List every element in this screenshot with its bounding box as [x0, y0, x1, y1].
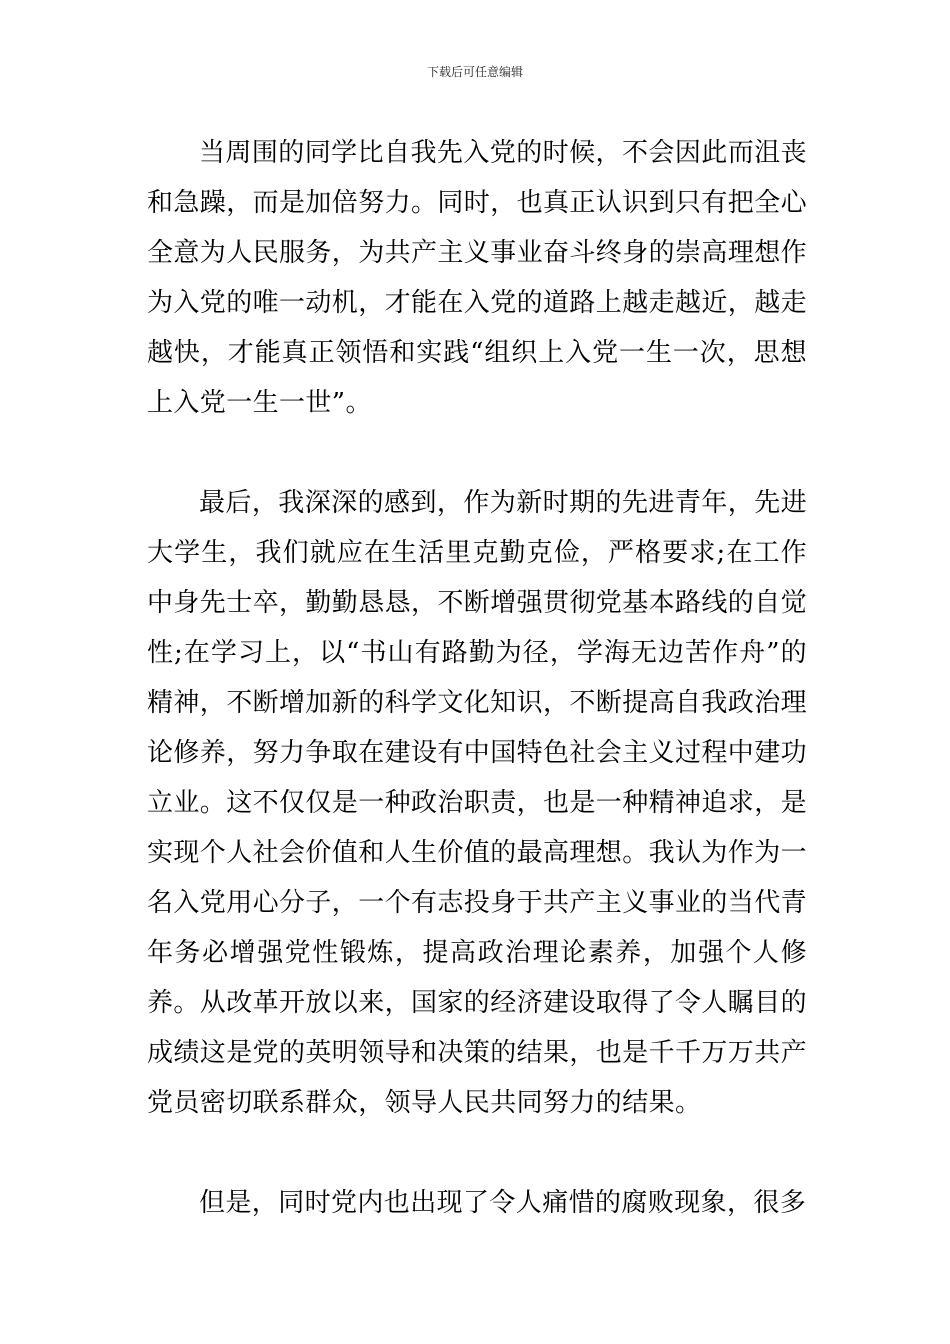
paragraph-gap [147, 428, 807, 478]
document-body [147, 128, 807, 1228]
paragraph-gap [147, 1128, 807, 1178]
page-header: 下载后可任意编辑 [426, 65, 523, 79]
paragraph-1: 当周围的同学比自我先入党的时候，不会因此而沮丧和急躁，而是加倍努力。同时，也真正认识到只有把全心全意为人民服务，为共产主义事业奋斗终身的崇高理想作为入党的唯一动机，才能在入党的道路上越走越近，越走越快，才能真正领悟和实践“组织上入党一生一次，思想上入党一生一世”。 [147, 138, 808, 418]
paragraph-3: 但是，同时党内也出现了令人痛惜的腐败现象，很多 [199, 1188, 807, 1218]
paragraph-2: 最后，我深深的感到，作为新时期的先进青年，先进大学生，我们就应在生活里克勤克俭，严格要求;在工作中身先士卒，勤勤恳恳，不断增强贯彻党基本路线的自觉性;在学习上，以“书山有路勤为径，学海无边苦作舟”的精神，不断增加新的科学文化知识，不断提高自我政治理论修养，努力争取在建设有中国特色社会主义过程中建功立业。这不仅仅是一种政治职责，也是一种精神追求，是实现个人社会价值和人生价值的最高理想。我认为作为一名入党用心分子，一个有志投身于共产主义事业的当代青年务必增强党性锻炼，提高政治理论素养，加强个人修养。从改革开放以来，国家的经济建设取得了令人瞩目的成绩这是党的英明领导和决策的结果，也是千千万万共产党员密切联系群众，领导人民共同努力的结果。 [147, 488, 808, 1118]
